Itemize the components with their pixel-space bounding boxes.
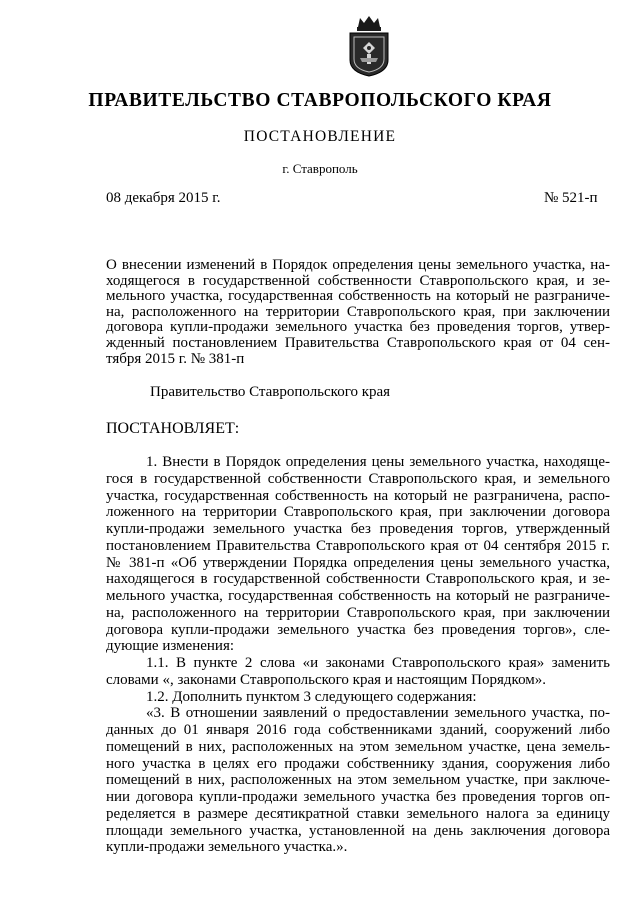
decree-body (106, 454, 610, 856)
body-line: купли-продажи земельного участка.». (106, 839, 348, 856)
subject-line: ходящегося в государственной собственности Ставропольского края, и зе- (106, 272, 610, 289)
body-line: ложенного на территории Ставропольского края, при заключении договора (106, 504, 610, 521)
subject-line: О внесении изменений в Порядок определения цены земельного участка, на- (106, 257, 610, 273)
body-line: 1.1. В пункте 2 слова «и законами Ставропольского края» заменить (146, 655, 610, 671)
decree-subject (106, 258, 610, 367)
body-line: участка, государственная собственность на который не разграничена, распо- (106, 487, 610, 504)
body-line: договора купли-продажи земельного участка без проведения торгов», сле- (106, 621, 610, 638)
body-line: данных до 01 января 2016 года собственниками зданий, сооружений либо (106, 722, 610, 738)
subject-line: мельного участка, государственная собственность на который не разграниче- (106, 288, 610, 305)
body-line: № 381-п «Об утверждении Порядка определения цены земельного участка, (106, 554, 610, 571)
body-line: 1.2. Дополнить пунктом 3 следующего содержания: (146, 688, 477, 705)
decree-number: № 521-п (544, 190, 598, 206)
resolves-heading: ПОСТАНОВЛЯЕТ: (106, 420, 240, 437)
body-line: словами «, законами Ставропольского края и настоящим Порядком». (106, 671, 547, 688)
city: г. Ставрополь (282, 161, 358, 176)
issuing-authority: Правительство Ставропольского края (150, 384, 391, 400)
coat-of-arms-icon (346, 14, 392, 78)
body-line: ного участка в целях его продажи собственнику здания, сооружения либо (106, 755, 610, 772)
subject-line: жденный постановлением Правительства Ставропольского края от 04 сен- (106, 334, 610, 351)
body-line: ределяется в размере десятикратной ставки земельного налога за единицу (106, 805, 610, 822)
decree-date: 08 декабря 2015 г. (106, 190, 221, 206)
subject-line: тября 2015 г. № 381-п (106, 350, 245, 367)
body-line: площади земельного участка, установленной на день заключения договора (106, 822, 610, 839)
subject-line: договора купли-продажи земельного участка без проведения торгов, утвер- (106, 319, 610, 336)
body-line: помещений в них, расположенных на этом земельном участке, при заключе- (106, 772, 610, 789)
body-line: нии договора купли-продажи земельного участка без проведения торгов оп- (106, 789, 610, 805)
body-line: находящегося в государственной собственности Ставропольского края, и зе- (106, 571, 610, 588)
body-line: 1. Внести в Порядок определения цены земельного участка, находяще- (146, 454, 610, 470)
subject-line: на, расположенного на территории Ставропольского края, при заключении (106, 303, 610, 320)
body-line: на, расположенного на территории Ставропольского края, при заключении (106, 604, 610, 621)
document-type: ПОСТАНОВЛЕНИЕ (243, 128, 397, 145)
body-line: гося в государственной собственности Ставропольского края, и земельного (106, 470, 610, 487)
body-line: купли-продажи земельного участка без проведения торгов, утвержденный (106, 521, 610, 537)
body-line: помещений в них, расположенных на этом земельном участке, цена земель- (106, 738, 610, 755)
body-line: мельного участка, государственная собственность на который не разграниче- (106, 588, 610, 604)
body-line: «3. В отношении заявлений о предоставлении земельного участка, по- (146, 705, 610, 722)
body-line: дующие изменения: (106, 638, 235, 655)
government-title: ПРАВИТЕЛЬСТВО СТАВРОПОЛЬСКОГО КРАЯ (88, 90, 552, 111)
body-line: постановлением Правительства Ставропольского края от 04 сентября 2015 г. (106, 537, 610, 554)
